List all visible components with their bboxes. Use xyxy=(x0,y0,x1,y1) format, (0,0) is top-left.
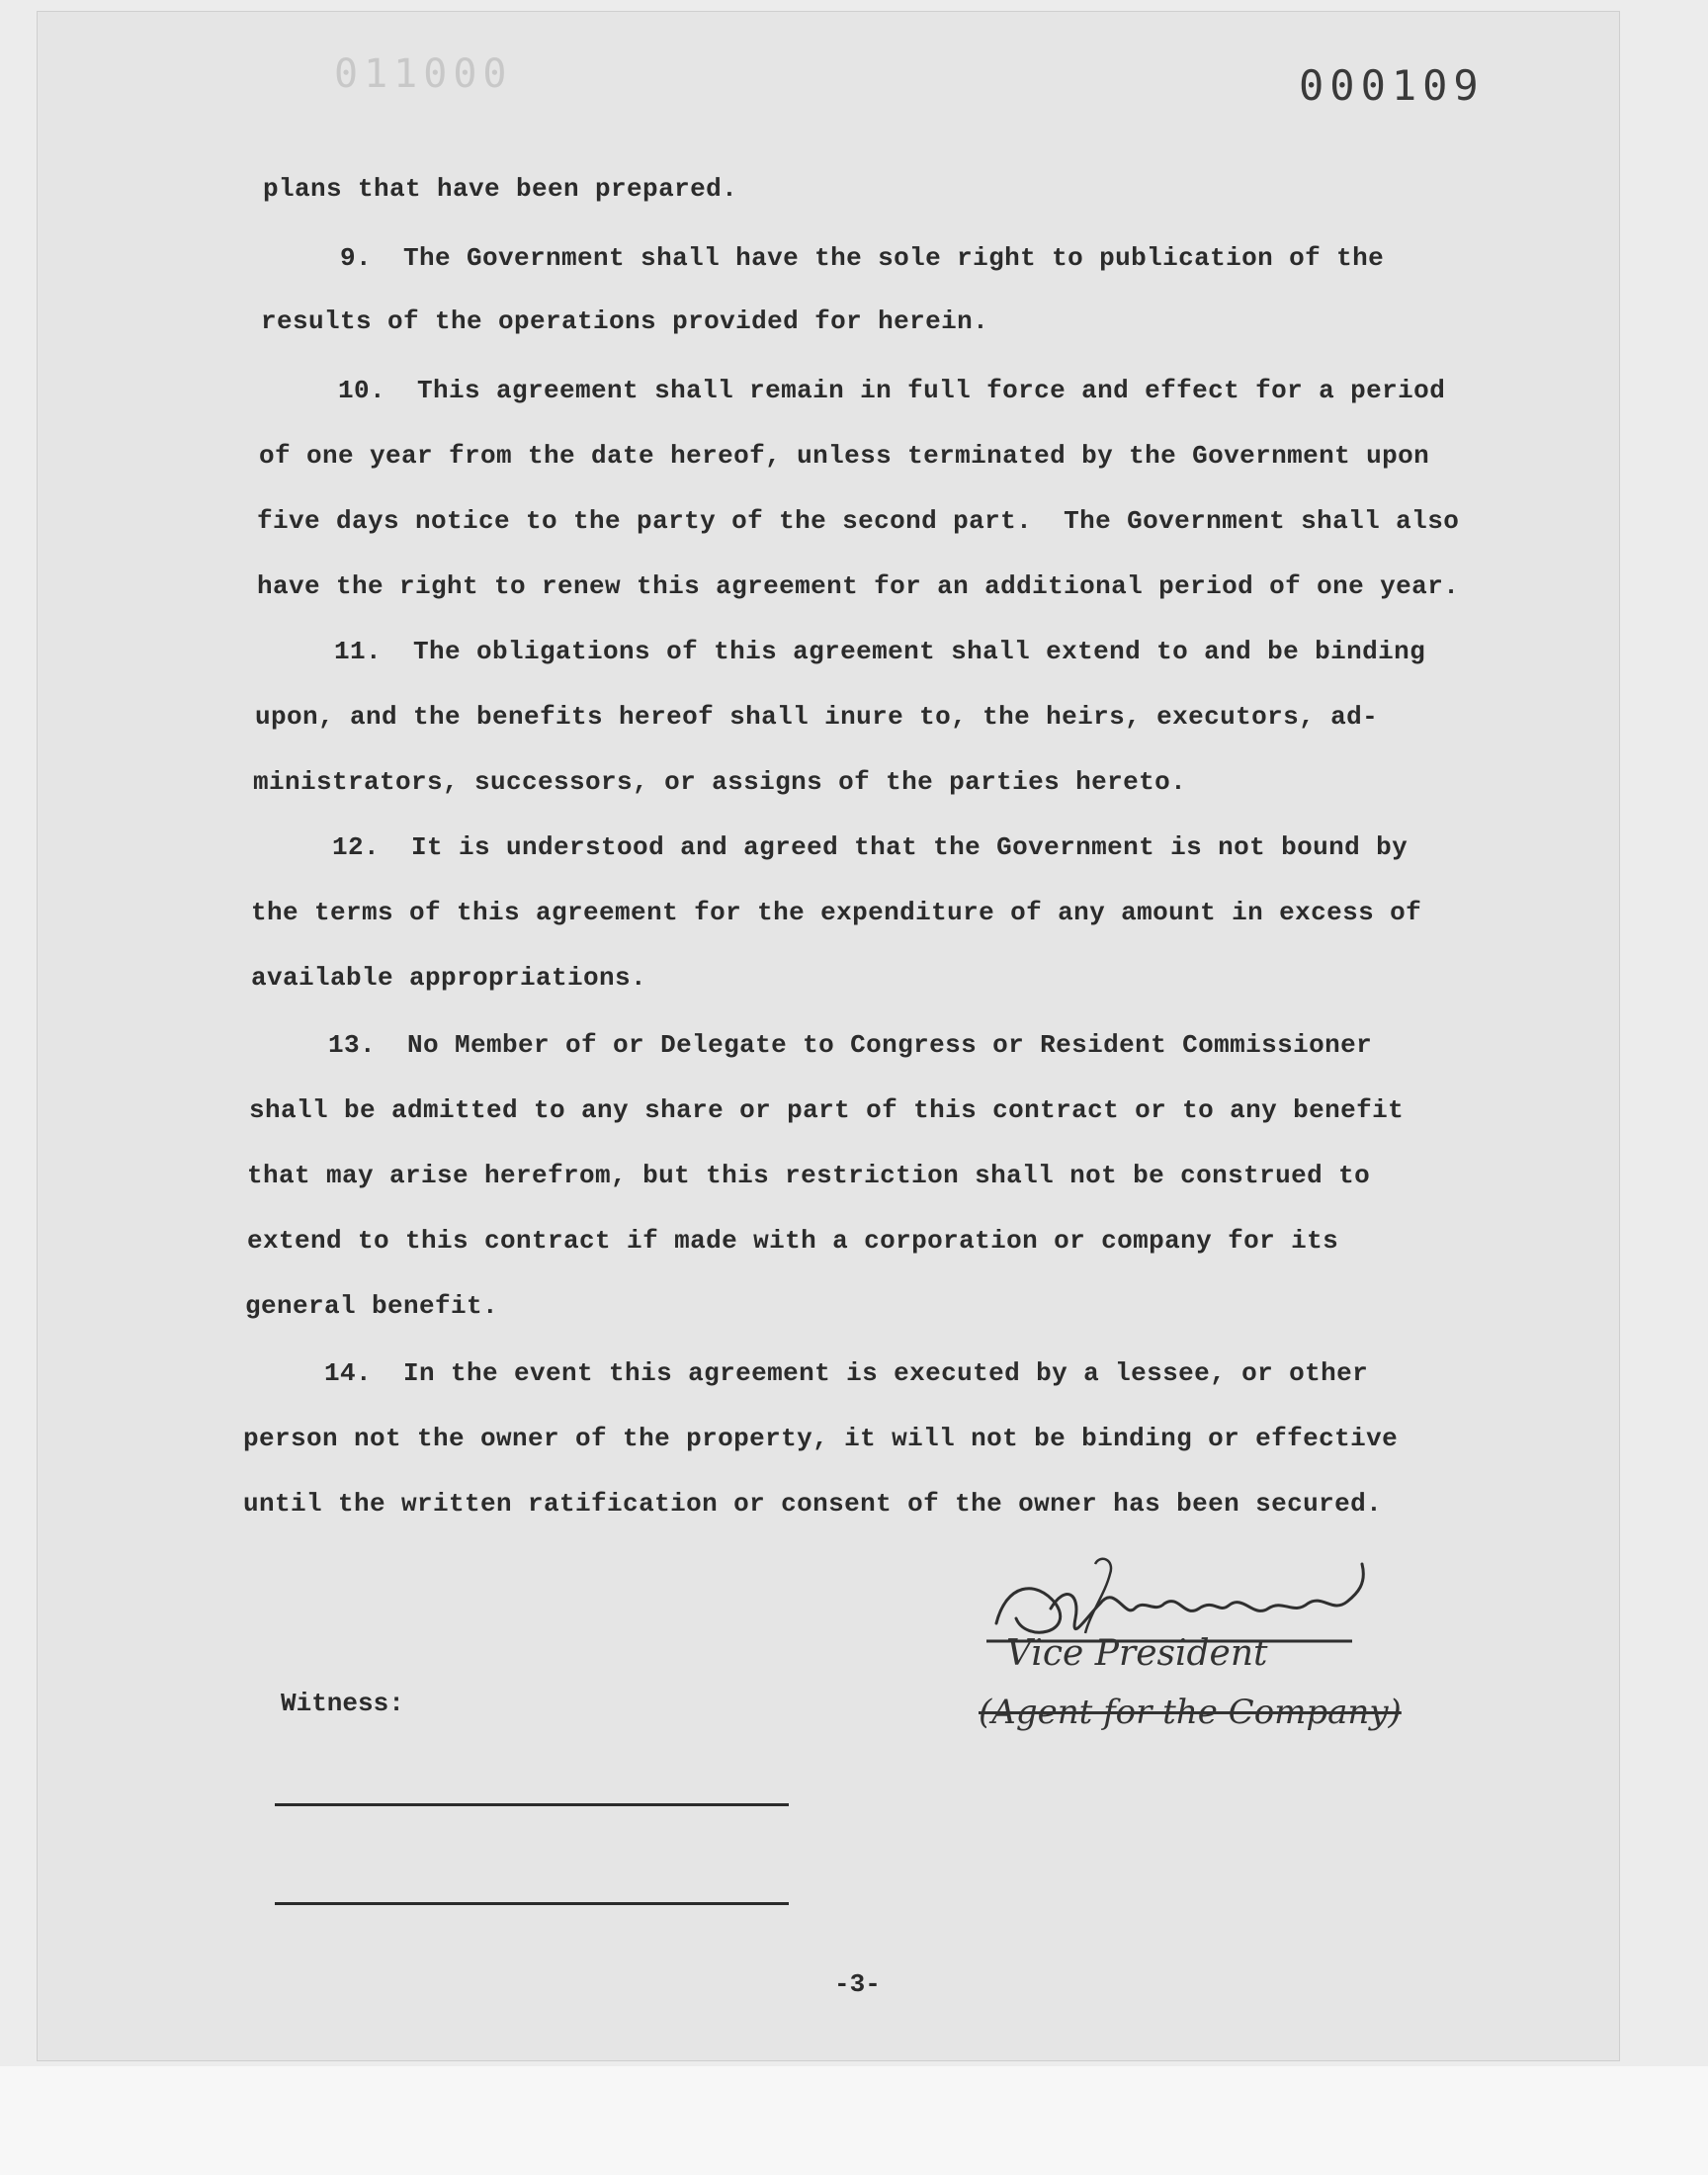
text-line: 11. The obligations of this agreement shall extend to and be binding xyxy=(255,637,1426,666)
text-line: available appropriations. xyxy=(251,963,647,993)
text-line: five days notice to the party of the second part. The Government shall also xyxy=(257,506,1460,536)
signer-title-handwritten: Vice President xyxy=(1006,1633,1268,1674)
witness-label: Witness: xyxy=(281,1689,404,1718)
witness-signature-line-1 xyxy=(275,1803,789,1806)
text-line: the terms of this agreement for the expenditure of any amount in excess of xyxy=(251,898,1422,927)
text-line: until the written ratification or consent of the owner has been secured. xyxy=(243,1489,1383,1519)
text-line: ministrators, successors, or assigns of the parties hereto. xyxy=(253,767,1187,797)
document-page xyxy=(38,12,1619,2060)
text-line: have the right to renew this agreement for an additional period of one year. xyxy=(257,571,1460,601)
text-line: 9. The Government shall have the sole right to publication of the xyxy=(261,243,1385,273)
text-line: 10. This agreement shall remain in full force and effect for a period xyxy=(259,376,1446,405)
text-line: general benefit. xyxy=(245,1291,499,1321)
text-line: shall be admitted to any share or part of this contract or to any benefit xyxy=(249,1095,1405,1125)
stamped-page-number: 000109 xyxy=(1299,61,1485,110)
text-line: 14. In the event this agreement is executed by a lessee, or other xyxy=(245,1358,1369,1388)
agent-note-handwritten: (Agent for the Company) xyxy=(979,1693,1402,1732)
text-line: plans that have been prepared. xyxy=(263,174,738,204)
text-line: results of the operations provided for herein. xyxy=(261,306,989,336)
scan-bottom-margin xyxy=(0,2066,1708,2175)
text-line: 13. No Member of or Delegate to Congress or Resident Commissioner xyxy=(249,1030,1373,1060)
text-line: person not the owner of the property, it will not be binding or effective xyxy=(243,1424,1399,1453)
text-line: that may arise herefrom, but this restriction shall not be construed to xyxy=(247,1161,1371,1190)
page-number: -3- xyxy=(834,1969,881,1999)
witness-signature-line-2 xyxy=(275,1902,789,1905)
faint-stamped-number: 011000 xyxy=(334,51,513,97)
text-line: upon, and the benefits hereof shall inure to, the heirs, executors, ad- xyxy=(255,702,1379,732)
text-line: of one year from the date hereof, unless terminated by the Government upon xyxy=(259,441,1430,471)
text-line: extend to this contract if made with a corporation or company for its xyxy=(247,1226,1339,1256)
text-line: 12. It is understood and agreed that the Government is not bound by xyxy=(253,832,1409,862)
